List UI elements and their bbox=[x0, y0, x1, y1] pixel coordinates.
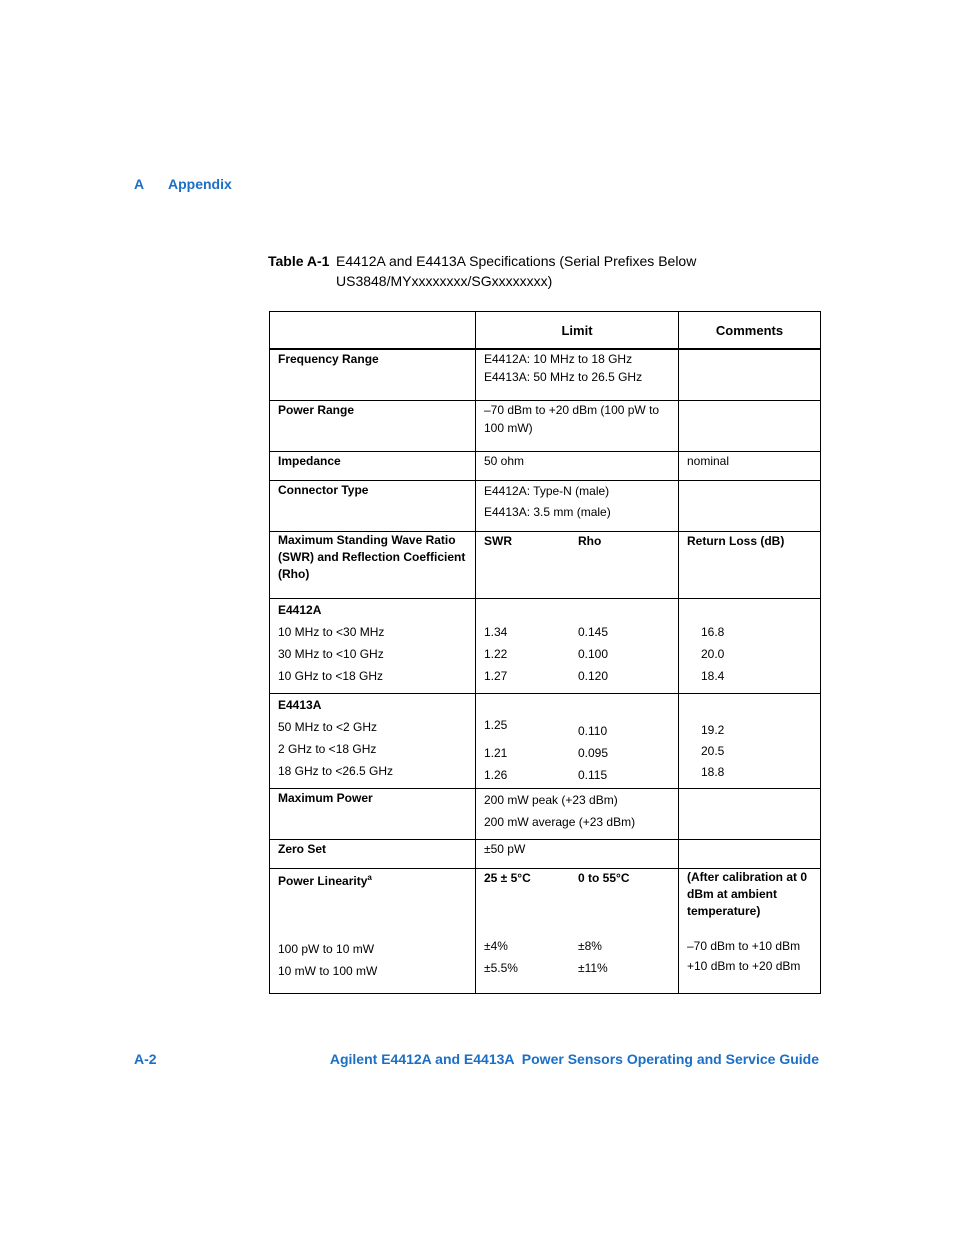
guide-title: Agilent E4412A and E4413A Power Sensors Operating and Service Guide bbox=[329, 1051, 819, 1067]
swr-value: 1.26 bbox=[484, 768, 508, 782]
freq-band: 10 MHz to <30 MHz bbox=[278, 625, 385, 639]
swr-value: 1.25 bbox=[484, 718, 508, 732]
running-footer bbox=[134, 1051, 819, 1067]
table-row bbox=[270, 532, 821, 599]
table-row bbox=[270, 694, 821, 789]
swr-value: 1.34 bbox=[484, 625, 508, 639]
temp-heading: 0 to 55°C bbox=[578, 871, 630, 885]
param-label: Maximum Standing Wave Ratio (SWR) and Reflection Coefficient (Rho) bbox=[278, 533, 466, 581]
table-row bbox=[270, 869, 821, 994]
param-label: Connector Type bbox=[278, 483, 369, 497]
comment-range: +10 dBm to +20 dBm bbox=[687, 959, 801, 973]
table-caption bbox=[268, 251, 736, 291]
power-band: 100 pW to 10 mW bbox=[278, 942, 375, 956]
freq-band: 50 MHz to <2 GHz bbox=[278, 720, 378, 734]
limit-line: E4413A: 3.5 mm (male) bbox=[484, 505, 611, 519]
appendix-letter: A bbox=[134, 176, 145, 192]
page-number: A-2 bbox=[134, 1051, 157, 1067]
table-row bbox=[270, 401, 821, 452]
table-row bbox=[270, 452, 821, 481]
param-label: Power Range bbox=[278, 403, 355, 417]
limit-line: 200 mW peak (+23 dBm) bbox=[484, 793, 618, 807]
comment: nominal bbox=[687, 454, 730, 468]
return-loss-heading: Return Loss (dB) bbox=[687, 534, 785, 548]
swr-value: 1.21 bbox=[484, 746, 508, 760]
param-label: Zero Set bbox=[278, 842, 327, 856]
return-loss-value: 20.0 bbox=[701, 647, 725, 661]
rho-value: 0.115 bbox=[578, 768, 608, 782]
limit-line: E4412A: 10 MHz to 18 GHz bbox=[484, 352, 633, 366]
limit-line: 200 mW average (+23 dBm) bbox=[484, 815, 636, 829]
spec-table bbox=[269, 311, 821, 994]
table-row bbox=[270, 481, 821, 532]
param-label: Impedance bbox=[278, 454, 341, 468]
limit-line: E4413A: 50 MHz to 26.5 GHz bbox=[484, 370, 643, 384]
freq-band: 30 MHz to <10 GHz bbox=[278, 647, 384, 661]
table-number: Table A-1 bbox=[268, 253, 330, 269]
table-header-row bbox=[270, 312, 821, 350]
running-header bbox=[134, 176, 232, 192]
return-loss-value: 16.8 bbox=[701, 625, 725, 639]
param-label: Power Linearity$^a$ bbox=[278, 873, 372, 888]
rho-value: 0.095 bbox=[578, 746, 609, 760]
rho-heading: Rho bbox=[578, 534, 602, 548]
table-row bbox=[270, 789, 821, 840]
section-title: Appendix bbox=[168, 176, 232, 192]
return-loss-value: 20.5 bbox=[701, 744, 725, 758]
return-loss-value: 18.4 bbox=[701, 669, 725, 683]
model-label: E4412A bbox=[278, 603, 322, 617]
calibration-note: (After calibration at 0 dBm at ambient temperature) bbox=[687, 870, 808, 918]
table-row bbox=[270, 840, 821, 869]
return-loss-value: 18.8 bbox=[701, 765, 725, 779]
linearity-value: ±5.5% bbox=[484, 961, 518, 975]
swr-value: 1.27 bbox=[484, 669, 508, 683]
rho-value: 0.145 bbox=[578, 625, 609, 639]
linearity-value: ±4% bbox=[484, 939, 508, 953]
rho-value: 0.100 bbox=[578, 647, 609, 661]
header-limit: Limit bbox=[476, 312, 679, 350]
header-comments: Comments bbox=[679, 312, 821, 350]
param-label: Maximum Power bbox=[278, 791, 373, 805]
freq-band: 10 GHz to <18 GHz bbox=[278, 669, 384, 683]
comment-range: –70 dBm to +10 dBm bbox=[687, 939, 801, 953]
power-band: 10 mW to 100 mW bbox=[278, 964, 378, 978]
rho-value: 0.110 bbox=[578, 724, 608, 738]
param-label: Frequency Range bbox=[278, 352, 379, 366]
limit-value: 50 ohm bbox=[484, 454, 525, 468]
linearity-value: ±8% bbox=[578, 939, 602, 953]
header-param bbox=[270, 312, 476, 350]
limit-line: E4412A: Type-N (male) bbox=[484, 484, 610, 498]
swr-value: 1.22 bbox=[484, 647, 508, 661]
limit-value: ±50 pW bbox=[484, 842, 526, 856]
rho-value: 0.120 bbox=[578, 669, 609, 683]
temp-heading: 25 ± 5°C bbox=[484, 871, 531, 885]
table-row bbox=[270, 599, 821, 694]
freq-band: 18 GHz to <26.5 GHz bbox=[278, 764, 394, 778]
table-title: E4412A and E4413A Specifications (Serial Prefixes Below US3848/MYxxxxxxxx/SGxxxxxxxx) bbox=[336, 253, 697, 289]
linearity-value: ±11% bbox=[578, 961, 608, 975]
freq-band: 2 GHz to <18 GHz bbox=[278, 742, 377, 756]
model-label: E4413A bbox=[278, 698, 322, 712]
return-loss-value: 19.2 bbox=[701, 723, 725, 737]
swr-heading: SWR bbox=[484, 534, 512, 548]
limit-value: –70 dBm to +20 dBm (100 pW to 100 mW) bbox=[484, 403, 660, 435]
footnote-marker: a bbox=[367, 873, 372, 882]
table-row bbox=[270, 349, 821, 401]
